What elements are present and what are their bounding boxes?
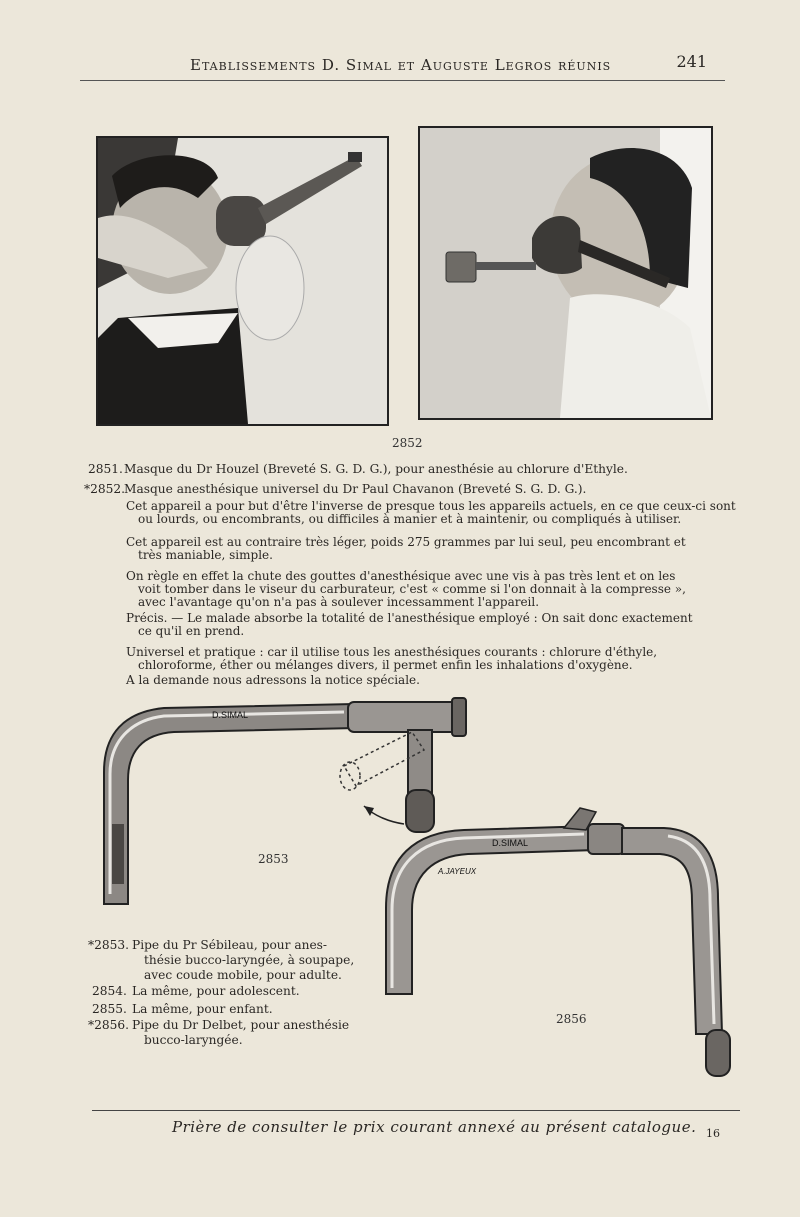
illustration-pipe-delbet (384, 798, 740, 1082)
header-title: Etablissements D. Simal et Auguste Legros réunis (190, 56, 612, 74)
entry-2852 (84, 482, 586, 496)
sheet-number: 16 (706, 1127, 720, 1140)
pipe-engraving-right: D.SIMAL (492, 838, 529, 848)
paragraph-6: Universel et pratique : car il utilise tous les anesthésiques courants : chlorure d'éthyle, chloroforme, éther ou mélanges divers, il permet enfin les inhalations d'oxygène. (126, 645, 658, 672)
page-number: 241 (676, 52, 707, 71)
paragraph-7: A la demande nous adressons la notice spéciale. (126, 673, 420, 687)
entry-2855: 2855. La même, pour enfant. (92, 1002, 273, 1016)
paragraph-4: avec l'avantage qu'on n'a pas à soulever incessamment l'appareil. (138, 595, 540, 609)
entry-2853: *2853. Pipe du Pr Sébileau, pour anes- thésie bucco-laryngée, à soupape, avec coude mobile, pour adulte. (88, 938, 355, 982)
entry-2851 (88, 462, 628, 476)
engraver-signature: A.JAYEUX (438, 867, 477, 876)
entry-ref: *2852. (84, 482, 125, 496)
photo-houzel-mask (96, 136, 389, 426)
paragraph-3: On règle en effet la chute des gouttes d'anesthésique avec une vis à pas très lent et on les voit tomber dans le viseur du carburateur, c'est « comme si l'on donnait à la compresse », (126, 569, 686, 596)
page-header (80, 52, 725, 81)
entry-text: Masque anesthésique universel du Dr Paul Chavanon (Breveté S. G. D. G.). (124, 482, 587, 496)
paragraph-1: Cet appareil a pour but d'être l'inverse de presque tous les appareils actuels, en ce que ceux-ci sont ou lourds, ou encombrants, ou difficiles à manier et à maintenir, ou compliqués à utiliser. (126, 499, 736, 526)
entry-ref: 2855. (92, 1002, 127, 1016)
entry-ref: *2856. (88, 1018, 129, 1032)
entry-ref: 2851. (88, 462, 123, 476)
entry-text: Masque du Dr Houzel (Breveté S. G. D. G.), pour anesthésie au chlorure d'Ethyle. (124, 462, 628, 476)
entry-ref: *2853. (88, 938, 129, 952)
footer-rule (92, 1110, 740, 1111)
figure-caption-2853: 2853 (258, 852, 289, 866)
figure-caption-2852: 2852 (392, 436, 423, 450)
photo-chavanon-mask-image (420, 128, 711, 418)
footer-note: Prière de consulter le prix courant annexé au présent catalogue. (172, 1118, 697, 1136)
entry-ref: 2854. (92, 984, 127, 998)
paragraph-5: Précis. — Le malade absorbe la totalité de l'anesthésique employé : On sait donc exactement ce qu'il en prend. (126, 611, 693, 638)
photo-houzel-mask-image (98, 138, 387, 424)
entry-2856: *2856. Pipe du Dr Delbet, pour anesthésie bucco-laryngée. (88, 1018, 350, 1047)
figure-caption-2856: 2856 (556, 1012, 587, 1026)
entry-2854: 2854. La même, pour adolescent. (92, 984, 300, 998)
pipe-engraving-left: D.SIMAL (212, 710, 249, 720)
photo-chavanon-mask (418, 126, 713, 420)
paragraph-2: Cet appareil est au contraire très léger, poids 275 grammes par lui seul, peu encombrant et très maniable, simple. (126, 535, 686, 562)
